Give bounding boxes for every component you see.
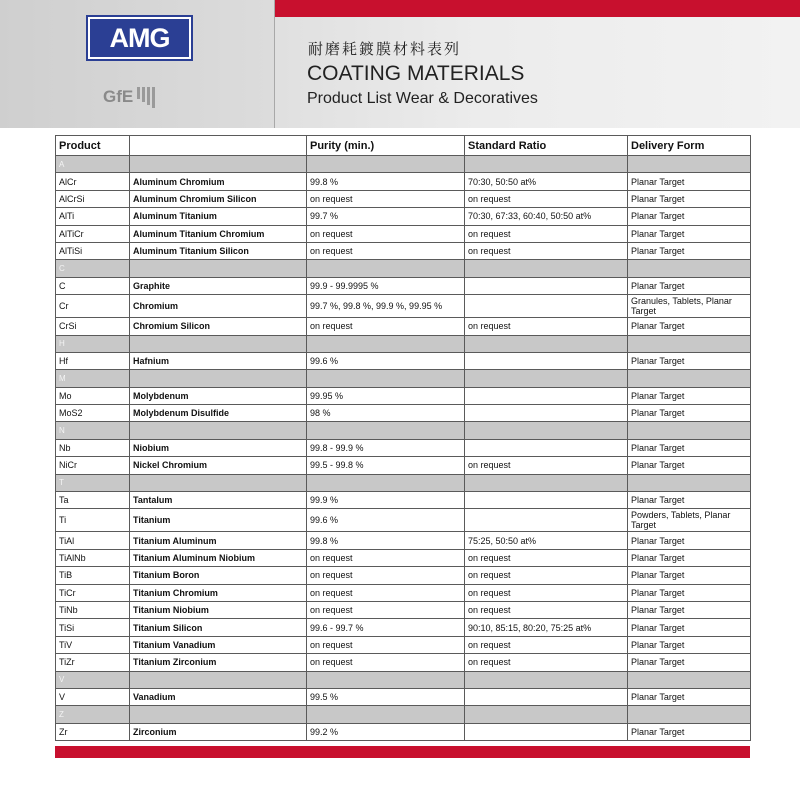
cell-purity: 99.6 % bbox=[307, 509, 465, 532]
cell-symbol: AlCrSi bbox=[56, 190, 130, 207]
header-red-bar bbox=[275, 0, 800, 17]
table-row bbox=[56, 723, 751, 740]
group-letter-row bbox=[56, 671, 751, 688]
group-letter-blank bbox=[130, 422, 307, 439]
cell-ratio bbox=[465, 688, 628, 705]
cell-symbol: Cr bbox=[56, 295, 130, 318]
cell-name: Aluminum Chromium Silicon bbox=[130, 190, 307, 207]
group-letter: T bbox=[56, 474, 130, 491]
cell-name: Chromium Silicon bbox=[130, 318, 307, 335]
cell-purity: 99.95 % bbox=[307, 387, 465, 404]
cell-ratio: on request bbox=[465, 601, 628, 618]
cell-ratio bbox=[465, 387, 628, 404]
cell-ratio: 75:25, 50:50 at% bbox=[465, 532, 628, 549]
table-row bbox=[56, 208, 751, 225]
cell-name: Tantalum bbox=[130, 492, 307, 509]
table-row bbox=[56, 439, 751, 456]
col-header-name bbox=[130, 136, 307, 156]
cell-delivery: Planar Target bbox=[628, 439, 751, 456]
cell-symbol: AlTi bbox=[56, 208, 130, 225]
cell-name: Aluminum Titanium Chromium bbox=[130, 225, 307, 242]
group-letter: Z bbox=[56, 706, 130, 723]
table-row bbox=[56, 636, 751, 653]
cell-symbol: C bbox=[56, 277, 130, 294]
cell-symbol: Mo bbox=[56, 387, 130, 404]
cell-symbol: Nb bbox=[56, 439, 130, 456]
cell-purity: 99.5 - 99.8 % bbox=[307, 457, 465, 474]
cell-ratio bbox=[465, 492, 628, 509]
cell-purity: 99.8 % bbox=[307, 532, 465, 549]
cell-ratio: 70:30, 67:33, 60:40, 50:50 at% bbox=[465, 208, 628, 225]
cell-delivery: Planar Target bbox=[628, 225, 751, 242]
cell-name: Titanium Boron bbox=[130, 567, 307, 584]
cell-symbol: AlTiCr bbox=[56, 225, 130, 242]
col-header-purity: Purity (min.) bbox=[307, 136, 465, 156]
group-letter-blank bbox=[130, 370, 307, 387]
cell-name: Titanium Aluminum Niobium bbox=[130, 549, 307, 566]
cell-symbol: TiB bbox=[56, 567, 130, 584]
cell-symbol: MoS2 bbox=[56, 405, 130, 422]
cell-delivery: Planar Target bbox=[628, 173, 751, 190]
group-letter-blank bbox=[307, 335, 465, 352]
table-row bbox=[56, 295, 751, 318]
group-letter-blank bbox=[130, 156, 307, 173]
cell-symbol: V bbox=[56, 688, 130, 705]
group-letter: H bbox=[56, 335, 130, 352]
cell-delivery: Planar Target bbox=[628, 723, 751, 740]
col-header-ratio: Standard Ratio bbox=[465, 136, 628, 156]
group-letter-blank bbox=[465, 370, 628, 387]
group-letter-blank bbox=[307, 706, 465, 723]
cell-ratio: on request bbox=[465, 318, 628, 335]
group-letter-blank bbox=[465, 260, 628, 277]
group-letter-blank bbox=[307, 422, 465, 439]
cell-symbol: TiAl bbox=[56, 532, 130, 549]
cell-delivery: Planar Target bbox=[628, 567, 751, 584]
cell-symbol: Zr bbox=[56, 723, 130, 740]
group-letter-blank bbox=[130, 335, 307, 352]
group-letter-blank bbox=[307, 474, 465, 491]
cell-purity: 99.7 %, 99.8 %, 99.9 %, 99.95 % bbox=[307, 295, 465, 318]
group-letter-row bbox=[56, 156, 751, 173]
footer-red-bar bbox=[55, 746, 750, 758]
cell-delivery: Planar Target bbox=[628, 277, 751, 294]
cell-name: Hafnium bbox=[130, 352, 307, 369]
cell-delivery: Planar Target bbox=[628, 387, 751, 404]
page-subtitle: Product List Wear & Decoratives bbox=[307, 90, 538, 107]
group-letter-blank bbox=[465, 706, 628, 723]
cell-name: Titanium Silicon bbox=[130, 619, 307, 636]
cell-ratio bbox=[465, 439, 628, 456]
cell-delivery: Planar Target bbox=[628, 688, 751, 705]
cell-ratio bbox=[465, 723, 628, 740]
group-letter-blank bbox=[130, 706, 307, 723]
cell-purity: on request bbox=[307, 654, 465, 671]
cell-ratio: 90:10, 85:15, 80:20, 75:25 at% bbox=[465, 619, 628, 636]
cell-ratio bbox=[465, 352, 628, 369]
table-row bbox=[56, 509, 751, 532]
title-chinese: 耐磨耗鍍膜材料表列 bbox=[308, 40, 462, 58]
cell-purity: on request bbox=[307, 318, 465, 335]
table-body bbox=[56, 156, 751, 741]
cell-name: Titanium Aluminum bbox=[130, 532, 307, 549]
cell-ratio: on request bbox=[465, 225, 628, 242]
cell-delivery: Planar Target bbox=[628, 405, 751, 422]
table-row bbox=[56, 173, 751, 190]
cell-symbol: TiSi bbox=[56, 619, 130, 636]
cell-symbol: Ta bbox=[56, 492, 130, 509]
table-row bbox=[56, 688, 751, 705]
cell-ratio bbox=[465, 295, 628, 318]
cell-delivery: Planar Target bbox=[628, 352, 751, 369]
col-header-delivery: Delivery Form bbox=[628, 136, 751, 156]
gfe-bars-icon bbox=[135, 87, 155, 108]
cell-purity: 99.6 - 99.7 % bbox=[307, 619, 465, 636]
table-row bbox=[56, 492, 751, 509]
table-row bbox=[56, 601, 751, 618]
group-letter-blank bbox=[465, 156, 628, 173]
table-row bbox=[56, 619, 751, 636]
cell-delivery: Planar Target bbox=[628, 190, 751, 207]
cell-delivery: Planar Target bbox=[628, 654, 751, 671]
cell-purity: on request bbox=[307, 584, 465, 601]
table-header-row bbox=[56, 136, 751, 156]
cell-purity: on request bbox=[307, 567, 465, 584]
group-letter-blank bbox=[628, 335, 751, 352]
cell-purity: 99.8 % bbox=[307, 173, 465, 190]
group-letter-row bbox=[56, 370, 751, 387]
cell-delivery: Planar Target bbox=[628, 532, 751, 549]
table-row bbox=[56, 654, 751, 671]
cell-name: Aluminum Chromium bbox=[130, 173, 307, 190]
table-row bbox=[56, 318, 751, 335]
cell-ratio bbox=[465, 277, 628, 294]
cell-ratio bbox=[465, 509, 628, 532]
group-letter: N bbox=[56, 422, 130, 439]
group-letter-row bbox=[56, 474, 751, 491]
cell-delivery: Planar Target bbox=[628, 619, 751, 636]
group-letter-blank bbox=[130, 474, 307, 491]
group-letter: V bbox=[56, 671, 130, 688]
amg-logo-text: AMG bbox=[109, 22, 170, 53]
cell-name: Chromium bbox=[130, 295, 307, 318]
group-letter-blank bbox=[307, 156, 465, 173]
group-letter-row bbox=[56, 335, 751, 352]
cell-ratio: on request bbox=[465, 654, 628, 671]
table-row bbox=[56, 532, 751, 549]
cell-name: Titanium bbox=[130, 509, 307, 532]
cell-delivery: Planar Target bbox=[628, 318, 751, 335]
cell-delivery: Granules, Tablets, Planar Target bbox=[628, 295, 751, 318]
group-letter-blank bbox=[628, 260, 751, 277]
cell-symbol: TiV bbox=[56, 636, 130, 653]
cell-delivery: Planar Target bbox=[628, 242, 751, 259]
cell-ratio: on request bbox=[465, 242, 628, 259]
cell-purity: 99.9 - 99.9995 % bbox=[307, 277, 465, 294]
cell-name: Vanadium bbox=[130, 688, 307, 705]
table-row bbox=[56, 225, 751, 242]
group-letter-blank bbox=[465, 422, 628, 439]
cell-name: Titanium Chromium bbox=[130, 584, 307, 601]
cell-purity: on request bbox=[307, 190, 465, 207]
cell-name: Aluminum Titanium bbox=[130, 208, 307, 225]
group-letter: A bbox=[56, 156, 130, 173]
cell-purity: 99.6 % bbox=[307, 352, 465, 369]
cell-delivery: Planar Target bbox=[628, 584, 751, 601]
table-row bbox=[56, 549, 751, 566]
cell-ratio: on request bbox=[465, 549, 628, 566]
table-row bbox=[56, 405, 751, 422]
cell-ratio: on request bbox=[465, 457, 628, 474]
cell-symbol: TiNb bbox=[56, 601, 130, 618]
table-row bbox=[56, 387, 751, 404]
cell-ratio: on request bbox=[465, 190, 628, 207]
table-row bbox=[56, 277, 751, 294]
cell-name: Titanium Vanadium bbox=[130, 636, 307, 653]
group-letter-blank bbox=[130, 260, 307, 277]
group-letter-blank bbox=[465, 671, 628, 688]
cell-symbol: TiAlNb bbox=[56, 549, 130, 566]
table-row bbox=[56, 457, 751, 474]
table-row bbox=[56, 567, 751, 584]
cell-purity: on request bbox=[307, 601, 465, 618]
cell-delivery: Planar Target bbox=[628, 636, 751, 653]
cell-name: Zirconium bbox=[130, 723, 307, 740]
cell-symbol: AlCr bbox=[56, 173, 130, 190]
cell-purity: on request bbox=[307, 549, 465, 566]
group-letter-row bbox=[56, 706, 751, 723]
cell-name: Aluminum Titanium Silicon bbox=[130, 242, 307, 259]
product-table bbox=[55, 135, 751, 741]
cell-symbol: NiCr bbox=[56, 457, 130, 474]
gfe-logo-text: GfE bbox=[103, 87, 134, 106]
group-letter-blank bbox=[628, 474, 751, 491]
table-row bbox=[56, 242, 751, 259]
group-letter-blank bbox=[130, 671, 307, 688]
cell-symbol: TiCr bbox=[56, 584, 130, 601]
table-row bbox=[56, 352, 751, 369]
page-title: COATING MATERIALS bbox=[307, 62, 525, 85]
cell-delivery: Planar Target bbox=[628, 492, 751, 509]
group-letter-blank bbox=[465, 335, 628, 352]
amg-logo bbox=[88, 17, 191, 59]
group-letter-blank bbox=[307, 671, 465, 688]
col-header-product: Product bbox=[56, 136, 130, 156]
cell-ratio bbox=[465, 405, 628, 422]
cell-delivery: Planar Target bbox=[628, 457, 751, 474]
group-letter-blank bbox=[628, 370, 751, 387]
cell-purity: on request bbox=[307, 225, 465, 242]
group-letter-row bbox=[56, 422, 751, 439]
cell-purity: 99.5 % bbox=[307, 688, 465, 705]
cell-delivery: Planar Target bbox=[628, 549, 751, 566]
cell-name: Niobium bbox=[130, 439, 307, 456]
cell-ratio: on request bbox=[465, 636, 628, 653]
group-letter-blank bbox=[307, 260, 465, 277]
group-letter-blank bbox=[465, 474, 628, 491]
cell-delivery: Planar Target bbox=[628, 601, 751, 618]
group-letter-row bbox=[56, 260, 751, 277]
cell-name: Molybdenum bbox=[130, 387, 307, 404]
cell-symbol: Ti bbox=[56, 509, 130, 532]
group-letter-blank bbox=[307, 370, 465, 387]
logo-panel bbox=[0, 0, 275, 128]
group-letter-blank bbox=[628, 422, 751, 439]
cell-purity: 99.9 % bbox=[307, 492, 465, 509]
cell-name: Titanium Zirconium bbox=[130, 654, 307, 671]
cell-purity: 99.2 % bbox=[307, 723, 465, 740]
cell-symbol: TiZr bbox=[56, 654, 130, 671]
group-letter-blank bbox=[628, 671, 751, 688]
cell-ratio: on request bbox=[465, 584, 628, 601]
table-row bbox=[56, 190, 751, 207]
cell-purity: 98 % bbox=[307, 405, 465, 422]
cell-delivery: Powders, Tablets, Planar Target bbox=[628, 509, 751, 532]
gfe-logo bbox=[103, 85, 155, 109]
cell-delivery: Planar Target bbox=[628, 208, 751, 225]
group-letter-blank bbox=[628, 156, 751, 173]
cell-symbol: AlTiSi bbox=[56, 242, 130, 259]
cell-name: Molybdenum Disulfide bbox=[130, 405, 307, 422]
cell-name: Graphite bbox=[130, 277, 307, 294]
cell-symbol: Hf bbox=[56, 352, 130, 369]
cell-purity: on request bbox=[307, 242, 465, 259]
cell-name: Nickel Chromium bbox=[130, 457, 307, 474]
group-letter: M bbox=[56, 370, 130, 387]
table-row bbox=[56, 584, 751, 601]
cell-ratio: on request bbox=[465, 567, 628, 584]
cell-symbol: CrSi bbox=[56, 318, 130, 335]
header-banner bbox=[0, 0, 800, 128]
group-letter-blank bbox=[628, 706, 751, 723]
cell-name: Titanium Niobium bbox=[130, 601, 307, 618]
cell-purity: 99.8 - 99.9 % bbox=[307, 439, 465, 456]
group-letter: C bbox=[56, 260, 130, 277]
cell-ratio: 70:30, 50:50 at% bbox=[465, 173, 628, 190]
cell-purity: 99.7 % bbox=[307, 208, 465, 225]
cell-purity: on request bbox=[307, 636, 465, 653]
